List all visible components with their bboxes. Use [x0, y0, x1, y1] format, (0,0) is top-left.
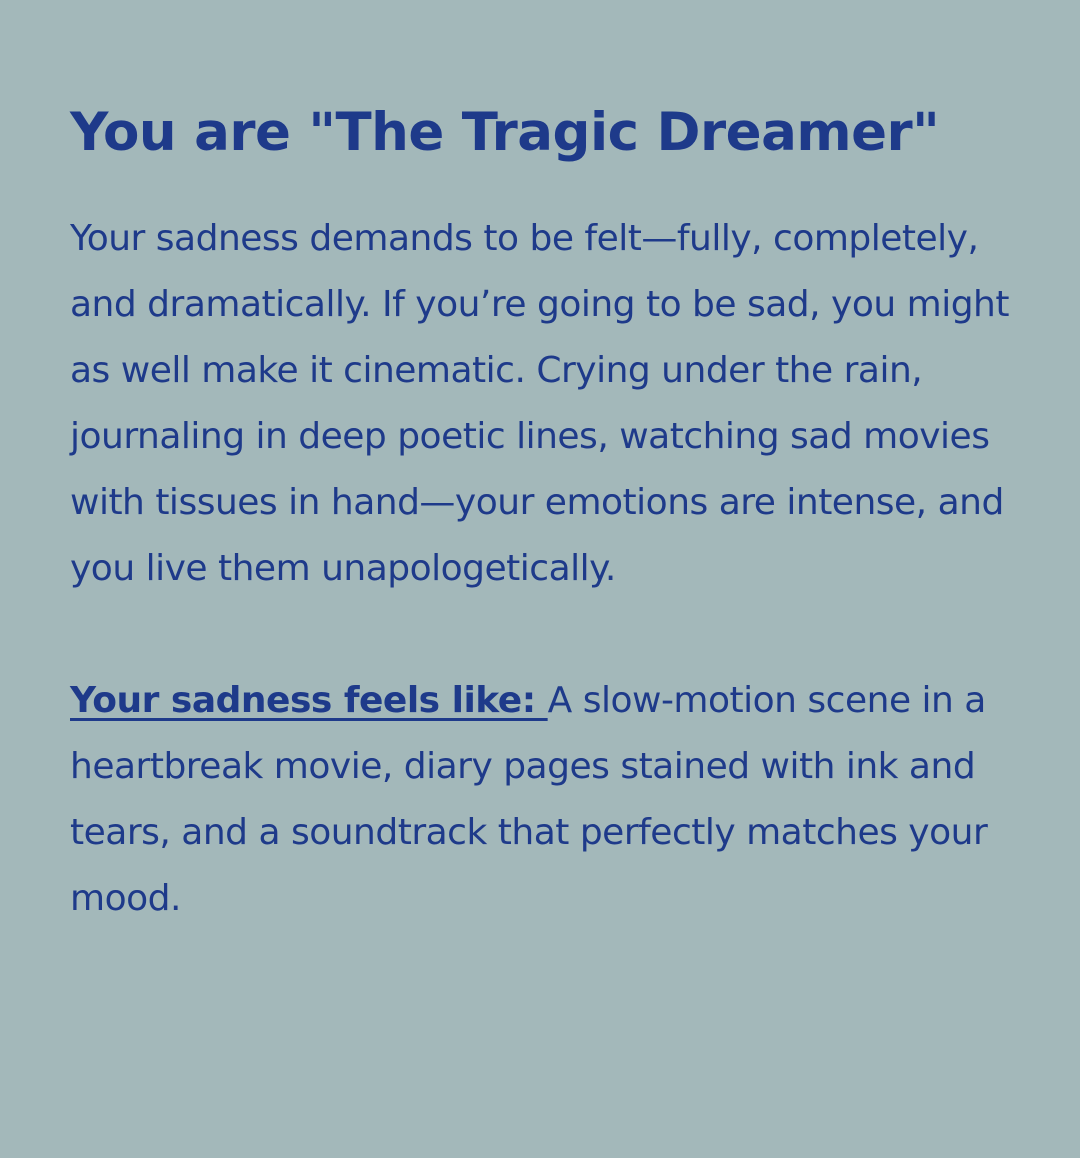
feels-like-paragraph: [70, 668, 1010, 932]
result-title: You are "The Tragic Dreamer": [70, 102, 940, 163]
feels-like-label: Your sadness feels like:: [70, 680, 548, 721]
result-description: Your sadness demands to be felt—fully, completely, and dramatically. If you’re going to be sad, you might as well make it cinematic. Crying under the rain, journaling in deep poetic lines, watching sad movies with tissues in hand—your emotions are intense, and you live them unapologetically.: [70, 218, 1009, 589]
feels-like-text: A slow-motion scene in a heartbreak movie, diary pages stained with ink and tears, and a soundtrack that perfectly matches your mood.: [70, 680, 988, 919]
paragraph-spacer: [70, 602, 1010, 668]
